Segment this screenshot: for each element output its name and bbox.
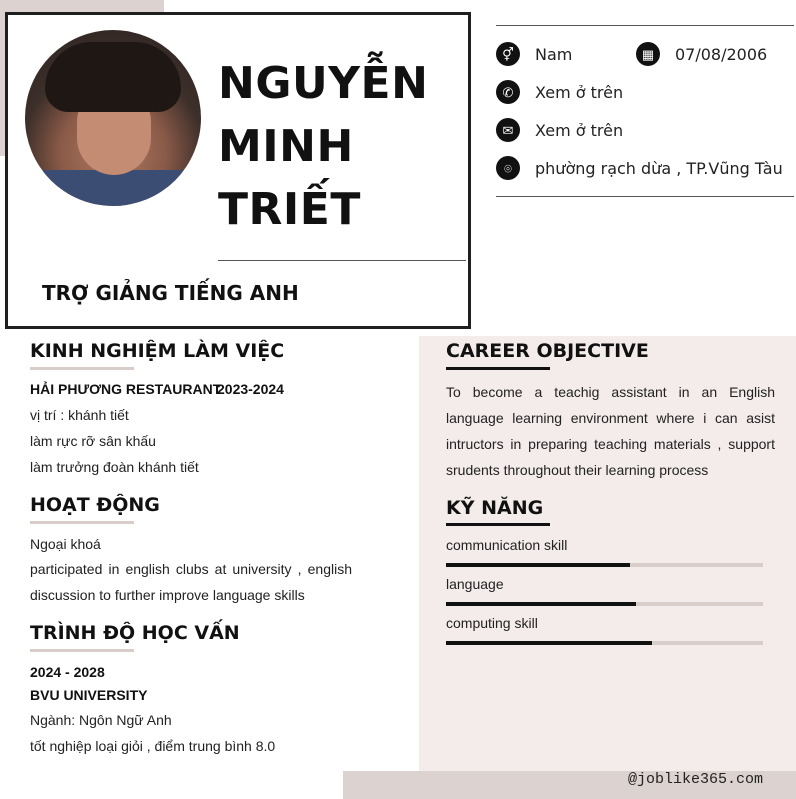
activities-underline xyxy=(30,521,134,524)
watermark-text: @joblike365.com xyxy=(628,771,764,788)
name-line-2: MINH xyxy=(218,121,354,172)
education-school: BVU UNIVERSITY xyxy=(30,687,148,703)
experience-period: 2023-2024 xyxy=(217,381,284,397)
activities-heading: HOẠT ĐỘNG xyxy=(30,494,160,516)
experience-company: HẢI PHƯƠNG RESTAURANT xyxy=(30,381,222,397)
name-line-1: NGUYỄN xyxy=(218,58,429,109)
skills-heading: KỸ NĂNG xyxy=(446,497,544,519)
address-text: phường rạch dừa , TP.Vũng Tàu xyxy=(535,159,783,178)
objective-text: To become a teachig assistant in an English language learning environment where i can asist intructors in preparing teaching materials , support srudents throughout their learning process xyxy=(446,384,775,478)
experience-line-2: làm rực rỡ sân khấu xyxy=(30,433,156,449)
gender-text: Nam xyxy=(535,45,573,64)
skill-label-computing: computing skill xyxy=(446,615,538,631)
contact-top-divider xyxy=(496,25,794,26)
profile-photo xyxy=(25,30,201,206)
email-icon: ✉ xyxy=(496,118,520,142)
skill-label-language: language xyxy=(446,576,504,592)
email-text: Xem ở trên xyxy=(535,121,624,140)
job-title: TRỢ GIẢNG TIẾNG ANH xyxy=(42,281,299,305)
location-pin-icon: ⌾ xyxy=(496,156,520,180)
skill-bar-computing xyxy=(446,641,763,645)
activity-desc-line-1: participated in english clubs at university , english xyxy=(30,561,352,577)
experience-heading: KINH NGHIỆM LÀM VIỆC xyxy=(30,340,285,362)
phone-icon: ✆ xyxy=(496,80,520,104)
name-line-3: TRIẾT xyxy=(218,184,361,235)
skill-fill-communication xyxy=(446,563,630,567)
experience-line-1: vị trí : khánh tiết xyxy=(30,407,129,423)
education-underline xyxy=(30,649,134,652)
experience-underline xyxy=(30,367,134,370)
experience-line-3: làm trưởng đoàn khánh tiết xyxy=(30,459,199,475)
activity-desc-line-2: discussion to further improve language skills xyxy=(30,587,305,603)
activity-name: Ngoại khoá xyxy=(30,536,101,552)
education-grade: tốt nghiệp loại giỏi , điểm trung bình 8.0 xyxy=(30,738,276,754)
phone-text: Xem ở trên xyxy=(535,83,624,102)
skills-underline xyxy=(446,523,550,526)
skill-bar-communication xyxy=(446,563,763,567)
objective-underline xyxy=(446,367,550,370)
contact-bottom-divider xyxy=(496,196,794,197)
skill-fill-language xyxy=(446,602,636,606)
education-period: 2024 - 2028 xyxy=(30,664,105,680)
skill-bar-language xyxy=(446,602,763,606)
education-heading: TRÌNH ĐỘ HỌC VẤN xyxy=(30,622,240,644)
education-major: Ngành: Ngôn Ngữ Anh xyxy=(30,712,172,728)
name-divider xyxy=(218,260,466,261)
birthdate-text: 07/08/2006 xyxy=(675,45,768,64)
gender-icon: ⚥ xyxy=(496,42,520,66)
skill-label-communication: communication skill xyxy=(446,537,568,553)
calendar-icon: ▦ xyxy=(636,42,660,66)
objective-heading: CAREER OBJECTIVE xyxy=(446,340,649,362)
skill-fill-computing xyxy=(446,641,652,645)
